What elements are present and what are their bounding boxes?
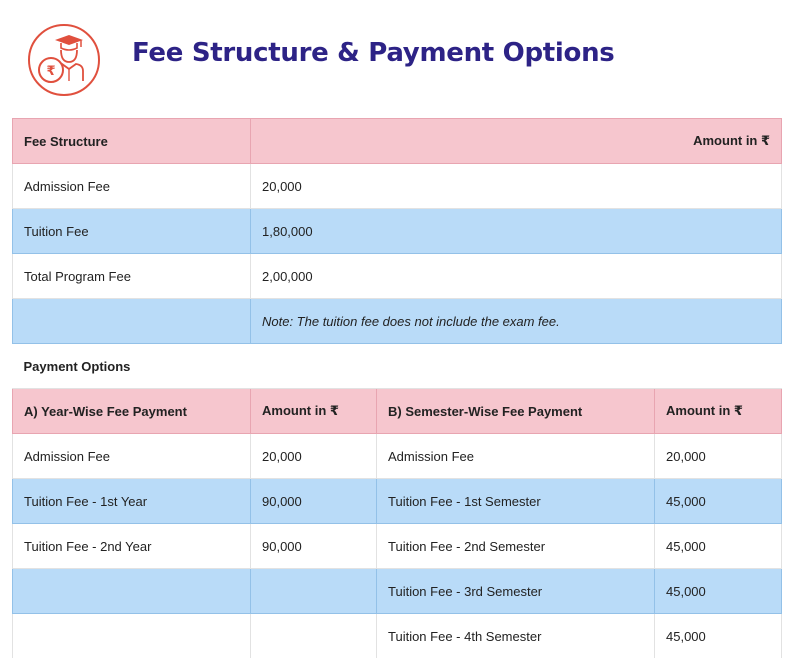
fee-amount: 1,80,000 xyxy=(251,209,782,254)
table-row xyxy=(13,254,782,299)
fee-structure-heading: Fee Structure xyxy=(13,119,251,164)
fee-table xyxy=(12,118,782,658)
empty-cell xyxy=(13,299,251,344)
semester-fee-label: Admission Fee xyxy=(377,434,655,479)
fee-amount: 20,000 xyxy=(251,164,782,209)
table-row xyxy=(13,434,782,479)
page-header xyxy=(0,0,786,118)
payment-options-heading: Payment Options xyxy=(13,344,782,389)
table-row xyxy=(13,209,782,254)
table-row xyxy=(13,614,782,659)
semester-fee-amount: 45,000 xyxy=(655,479,782,524)
semester-fee-amount: 20,000 xyxy=(655,434,782,479)
table-row xyxy=(13,569,782,614)
note-row xyxy=(13,299,782,344)
empty-cell xyxy=(13,569,251,614)
table-row xyxy=(13,524,782,569)
payment-header-row xyxy=(13,389,782,434)
year-amount-heading: Amount in ₹ xyxy=(251,389,377,434)
semester-fee-label: Tuition Fee - 1st Semester xyxy=(377,479,655,524)
year-fee-label: Admission Fee xyxy=(13,434,251,479)
semester-wise-heading: B) Semester-Wise Fee Payment xyxy=(377,389,655,434)
semester-fee-label: Tuition Fee - 2nd Semester xyxy=(377,524,655,569)
empty-cell xyxy=(13,614,251,659)
svg-text:₹: ₹ xyxy=(46,64,56,79)
fee-label: Total Program Fee xyxy=(13,254,251,299)
page-title: Fee Structure & Payment Options xyxy=(132,38,615,68)
semester-fee-amount: 45,000 xyxy=(655,524,782,569)
table-row xyxy=(13,479,782,524)
year-fee-amount: 90,000 xyxy=(251,479,377,524)
fee-label: Tuition Fee xyxy=(13,209,251,254)
year-fee-amount: 90,000 xyxy=(251,524,377,569)
fee-structure-header-row xyxy=(13,119,782,164)
amount-heading: Amount in ₹ xyxy=(251,119,782,164)
year-fee-label: Tuition Fee - 2nd Year xyxy=(13,524,251,569)
semester-fee-label: Tuition Fee - 3rd Semester xyxy=(377,569,655,614)
table-row xyxy=(13,164,782,209)
fee-amount: 2,00,000 xyxy=(251,254,782,299)
year-wise-heading: A) Year-Wise Fee Payment xyxy=(13,389,251,434)
semester-fee-amount: 45,000 xyxy=(655,614,782,659)
graduate-rupee-icon xyxy=(27,23,101,97)
fee-note: Note: The tuition fee does not include the exam fee. xyxy=(251,299,782,344)
empty-cell xyxy=(251,614,377,659)
semester-amount-heading: Amount in ₹ xyxy=(655,389,782,434)
empty-cell xyxy=(251,569,377,614)
semester-fee-label: Tuition Fee - 4th Semester xyxy=(377,614,655,659)
year-fee-label: Tuition Fee - 1st Year xyxy=(13,479,251,524)
semester-fee-amount: 45,000 xyxy=(655,569,782,614)
fee-label: Admission Fee xyxy=(13,164,251,209)
year-fee-amount: 20,000 xyxy=(251,434,377,479)
payment-options-row xyxy=(13,344,782,389)
